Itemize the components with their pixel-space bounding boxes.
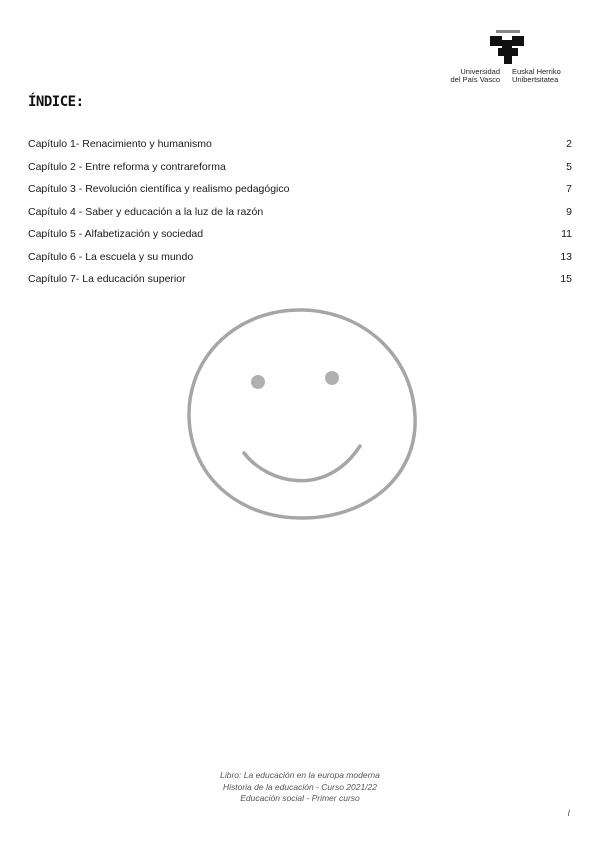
toc-entry-page: 7 bbox=[566, 183, 572, 195]
footer-book-title: Libro: La educación en la europa moderna bbox=[220, 770, 380, 780]
toc-entry-page: 11 bbox=[561, 228, 572, 240]
smiley-left-eye bbox=[251, 375, 265, 389]
university-logo bbox=[446, 30, 564, 86]
smiley-face-icon bbox=[186, 306, 418, 522]
toc-entry-page: 5 bbox=[566, 160, 572, 173]
footer-program: Educación social - Primer curso bbox=[240, 793, 360, 803]
toc-entry[interactable] bbox=[28, 161, 572, 184]
toc-entry-title: Capítulo 4 - Saber y educación a la luz de la razón bbox=[28, 205, 264, 218]
logo-text-spanish: Universidad del País Vasco bbox=[450, 67, 500, 84]
logo-text-basque: Euskal Herriko Unibertsitatea bbox=[512, 67, 561, 84]
index-heading: ÍNDICE: bbox=[28, 94, 84, 110]
toc-entry[interactable] bbox=[28, 138, 572, 161]
toc-entry[interactable] bbox=[28, 273, 572, 296]
toc-entry-title: Capítulo 5 - Alfabetización y sociedad bbox=[28, 228, 204, 240]
toc-entry[interactable] bbox=[28, 206, 572, 229]
toc-entry-page: 15 bbox=[560, 273, 572, 285]
page-number: I bbox=[567, 808, 570, 818]
toc-entry[interactable] bbox=[28, 251, 572, 274]
toc-entry-title: Capítulo 7- La educación superior bbox=[28, 273, 186, 285]
toc-entry-page: 13 bbox=[560, 250, 572, 263]
smiley-outline bbox=[189, 310, 415, 518]
smiley-right-eye bbox=[325, 371, 339, 385]
toc-entry-page: 9 bbox=[566, 205, 572, 218]
footer-course: Historia de la educación - Curso 2021/22 bbox=[222, 781, 378, 792]
toc-entry-title: Capítulo 1- Renacimiento y humanismo bbox=[28, 138, 212, 150]
toc-entry[interactable] bbox=[28, 228, 572, 251]
toc-entry-title: Capítulo 6 - La escuela y su mundo bbox=[28, 250, 194, 263]
footer bbox=[150, 770, 450, 805]
university-emblem-icon bbox=[488, 30, 528, 64]
toc-entry-page: 2 bbox=[566, 138, 572, 150]
table-of-contents bbox=[28, 138, 572, 296]
toc-entry-title: Capítulo 2 - Entre reforma y contrareforma bbox=[28, 160, 226, 173]
smiley-mouth bbox=[244, 446, 360, 481]
toc-entry[interactable] bbox=[28, 183, 572, 206]
toc-entry-title: Capítulo 3 - Revolución científica y realismo pedagógico bbox=[28, 183, 290, 195]
